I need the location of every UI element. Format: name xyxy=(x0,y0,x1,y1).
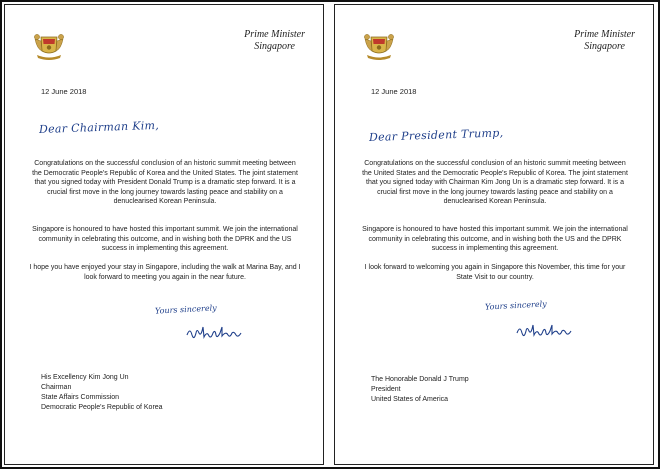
signature xyxy=(513,319,603,343)
office-line-2: Singapore xyxy=(254,41,295,52)
office-line-1: Prime Minister xyxy=(244,29,305,40)
letter-date: 12 June 2018 xyxy=(371,87,417,96)
handwritten-salutation: Dear Chairman Kim, xyxy=(38,118,160,136)
letter-to-kim xyxy=(4,4,324,465)
addressee-line: United States of America xyxy=(371,396,449,403)
office-title xyxy=(574,29,635,53)
paragraph-3: I look forward to welcoming you again in Singapore this November, this time for your State Visit to our country. xyxy=(364,264,626,281)
addressee-line: President xyxy=(371,386,401,393)
paragraph-2: Singapore is honoured to have hosted this important summit. We join the international community in celebrating this outcome, and in wishing both the US and the DPRK success in implementing this agreement. xyxy=(362,226,628,253)
paragraph-1: Congratulations on the successful conclusion of an historic summit meeting between the United States and the Democratic People's Republic of Korea. The joint statement that you signed today with Chairman Kim Jong Un is a dramatic step forward. It is a crucial first move in the long journey towards lasting peace and stability on a denuclearised Korean Peninsula. xyxy=(362,160,628,206)
addressee-block xyxy=(41,373,163,413)
addressee-block xyxy=(371,375,469,405)
paragraph-2: Singapore is honoured to have hosted this important summit. We join the international community in celebrating this outcome, and in wishing both the DPRK and the US success in implementing this agreement. xyxy=(32,226,298,253)
addressee-line: Democratic People's Republic of Korea xyxy=(41,404,163,411)
paragraph-1: Congratulations on the successful conclusion of an historic summit meeting between the Democratic People's Republic of Korea and the United States. The joint statement that you signed today with President Donald Trump is a dramatic step forward. It is a crucial first move in the long journey towards lasting peace and stability on a denuclearised Korean Peninsula. xyxy=(32,160,298,206)
paragraph-3: I hope you have enjoyed your stay in Singapore, including the walk at Marina Bay, and I look forward to meeting you again in the near future. xyxy=(29,264,301,281)
state-crest-icon xyxy=(361,29,397,61)
office-line-2: Singapore xyxy=(584,41,625,52)
office-title xyxy=(244,29,305,53)
handwritten-salutation: Dear President Trump, xyxy=(368,126,504,144)
addressee-line: His Excellency Kim Jong Un xyxy=(41,374,129,381)
letter-date: 12 June 2018 xyxy=(41,87,87,96)
letter-to-trump xyxy=(334,4,654,465)
addressee-line: Chairman xyxy=(41,384,72,391)
closing: Yours sincerely xyxy=(484,299,547,312)
addressee-line: State Affairs Commission xyxy=(41,394,120,401)
addressee-line: The Honorable Donald J Trump xyxy=(371,376,469,383)
signature xyxy=(183,321,273,345)
state-crest-icon xyxy=(31,29,67,61)
office-line-1: Prime Minister xyxy=(574,29,635,40)
closing: Yours sincerely xyxy=(154,303,217,316)
